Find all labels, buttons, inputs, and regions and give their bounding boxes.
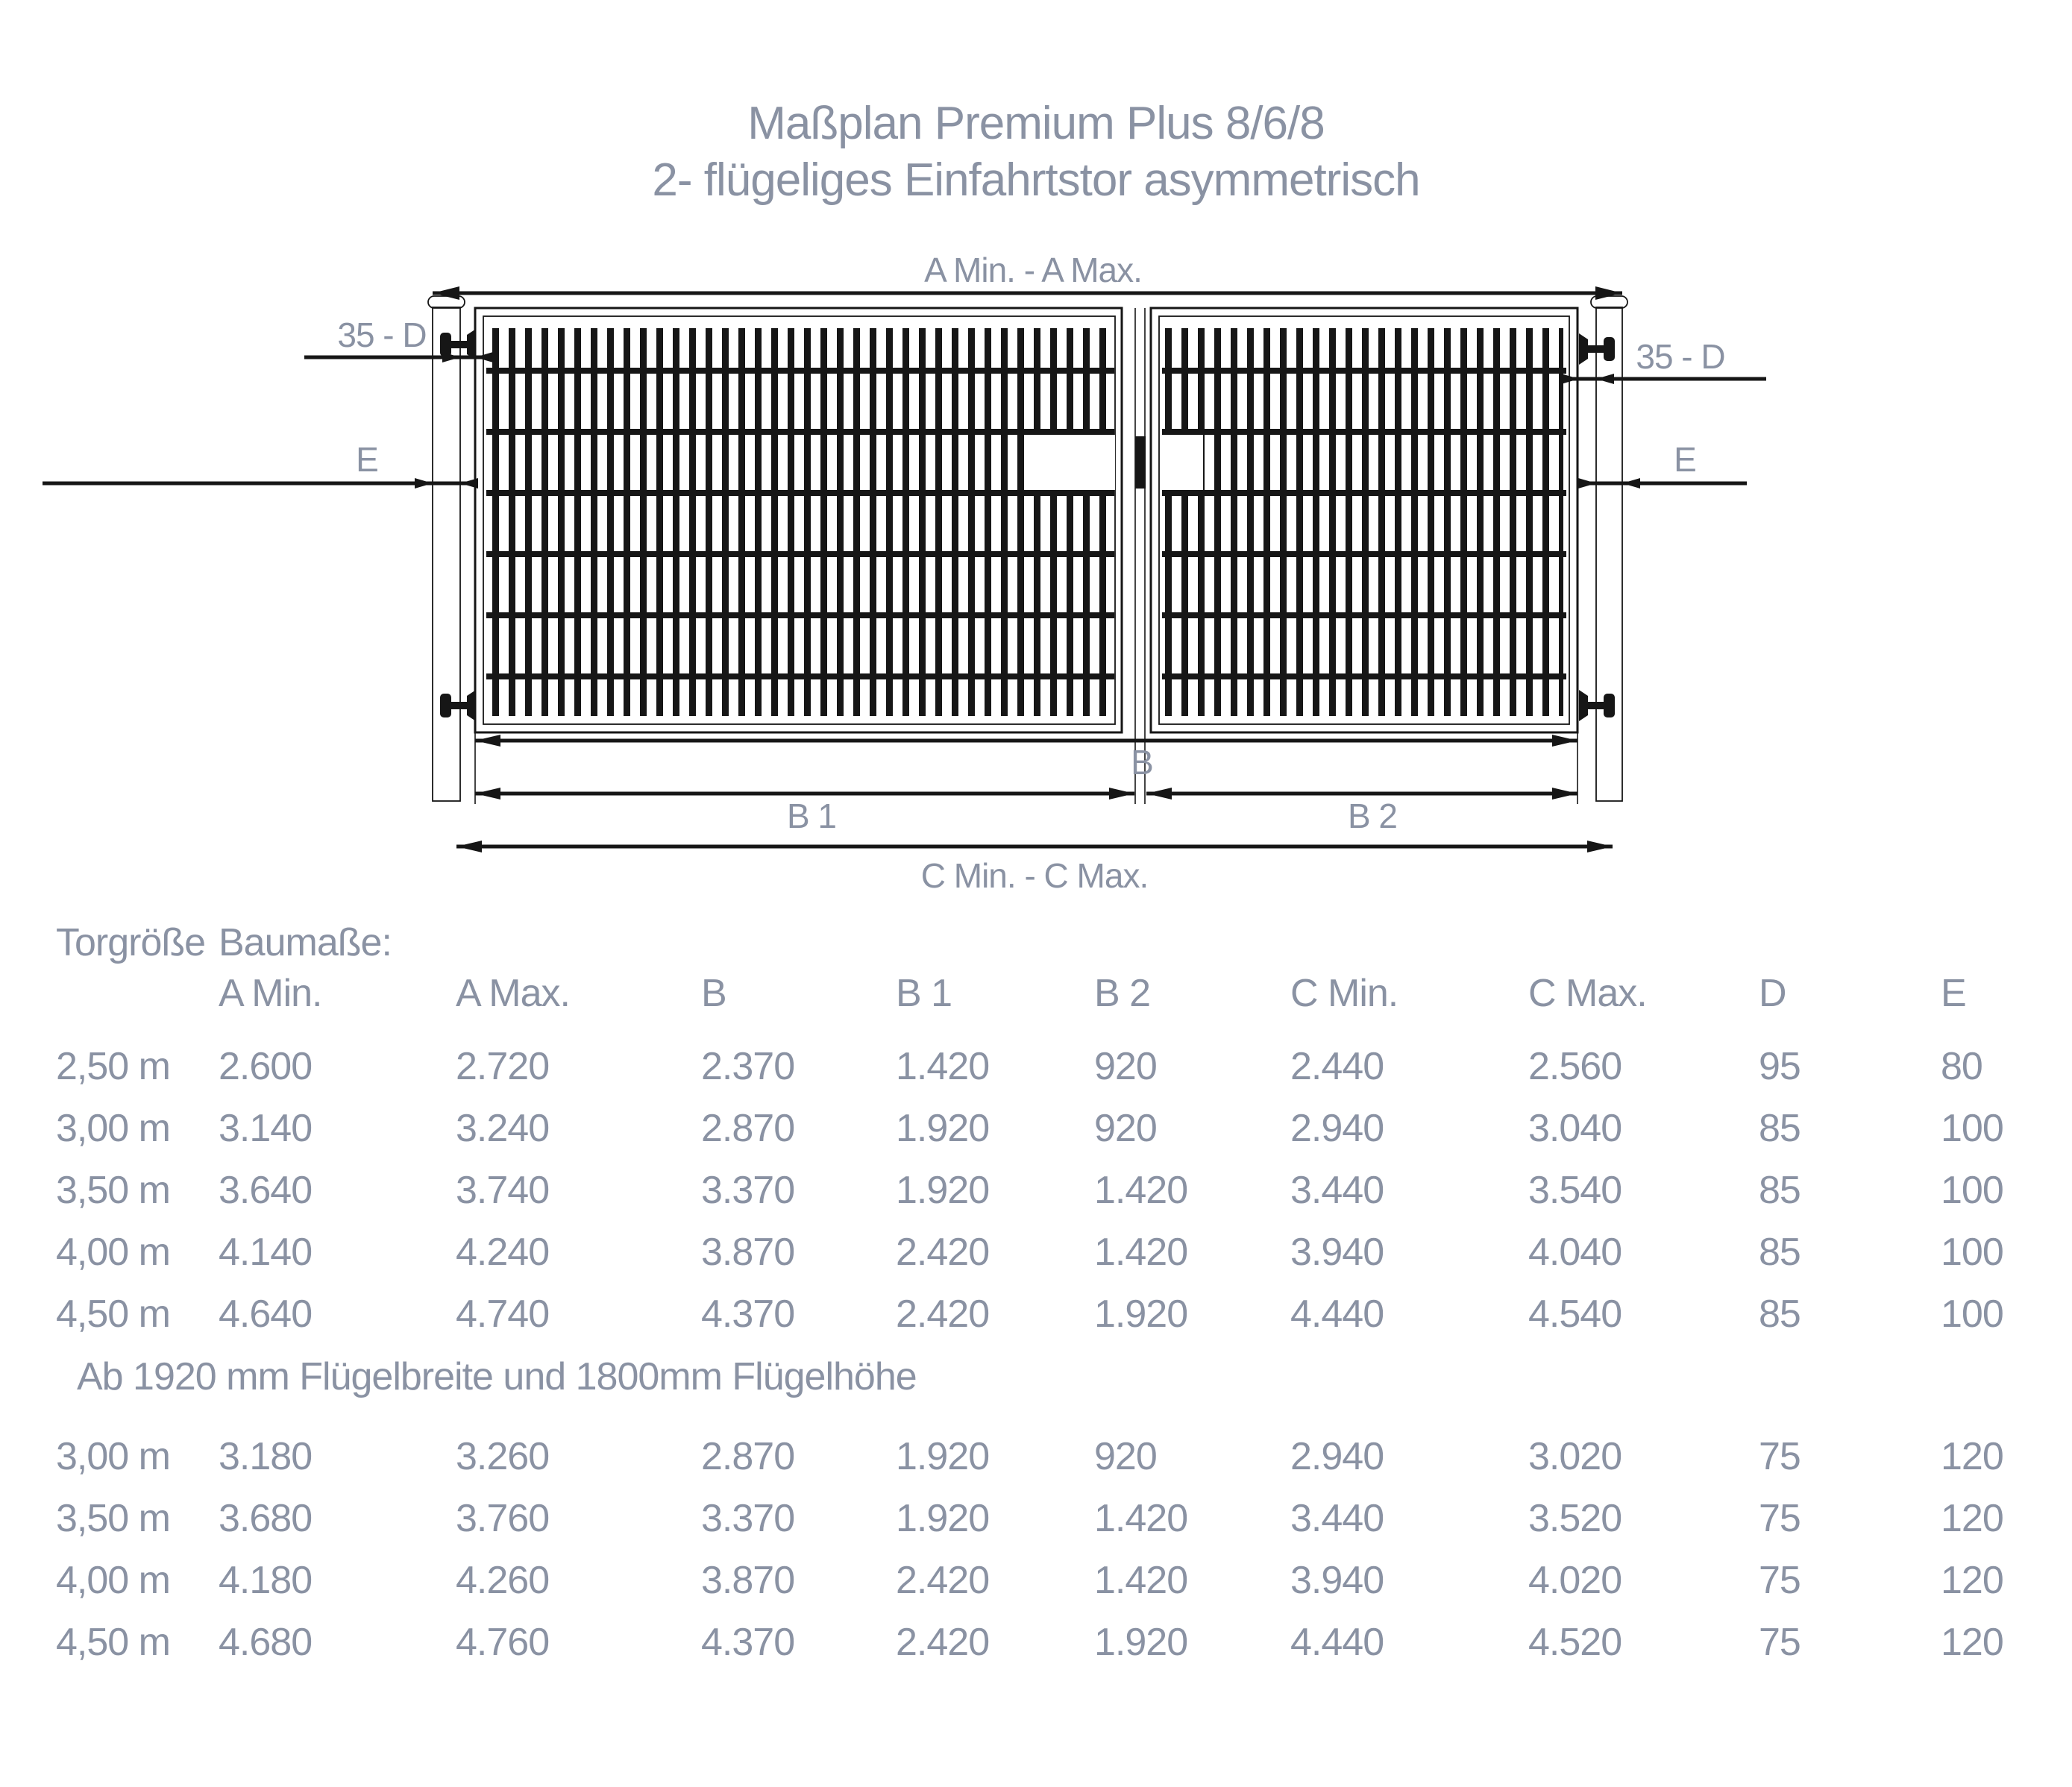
value-d-cell: 85 [1759, 1230, 1801, 1274]
table-row [56, 1549, 2072, 1611]
value-e-cell: 120 [1941, 1434, 2003, 1478]
value-b-cell: 2.370 [701, 1044, 795, 1088]
dim-label-d-left: 35 - D [337, 315, 427, 354]
value-c-max-cell: 4.040 [1528, 1230, 1622, 1274]
value-b2-cell: 1.420 [1094, 1168, 1188, 1212]
value-b-cell: 4.370 [701, 1620, 795, 1664]
value-a-max-cell: 4.260 [456, 1558, 550, 1602]
value-a-min-cell: 4.180 [219, 1558, 313, 1602]
arrow-b2-left-icon [1146, 788, 1172, 800]
value-d-cell: 75 [1759, 1434, 1801, 1478]
table-row [56, 1097, 2072, 1159]
gate-size-cell: 4,00 m [56, 1558, 170, 1602]
dim-label-a: A Min. - A Max. [924, 251, 1142, 289]
arrow-d-right-b-icon [1596, 374, 1614, 384]
dim-label-d-right: 35 - D [1636, 337, 1725, 376]
gate-diagram-svg [0, 246, 2072, 902]
gate-size-cell: 3,00 m [56, 1106, 170, 1150]
right-wing-bars [1165, 328, 1563, 716]
arrow-c-right-icon [1587, 841, 1613, 852]
column-header-b1: B 1 [896, 972, 952, 1015]
left-wing-lock-gap [1031, 435, 1115, 490]
column-header-d: D [1759, 972, 1786, 1015]
gate-size-cell: 4,00 m [56, 1230, 170, 1274]
value-a-max-cell: 3.740 [456, 1168, 550, 1212]
arrow-a-left-icon [433, 286, 459, 300]
arrow-b-left-icon [475, 735, 500, 747]
arrow-e-left-a-icon [415, 478, 433, 489]
arrow-b2-right-icon [1552, 788, 1577, 800]
arrow-b-right-icon [1552, 735, 1577, 747]
value-c-min-cell: 2.940 [1290, 1434, 1384, 1478]
value-c-max-cell: 2.560 [1528, 1044, 1622, 1088]
value-e-cell: 100 [1941, 1106, 2003, 1150]
value-e-cell: 80 [1941, 1044, 1982, 1088]
arrow-e-right-a-icon [1578, 478, 1596, 489]
value-b-cell: 3.370 [701, 1496, 795, 1540]
value-c-min-cell: 3.940 [1290, 1558, 1384, 1602]
value-d-cell: 75 [1759, 1558, 1801, 1602]
dim-label-c: C Min. - C Max. [920, 856, 1149, 895]
value-e-cell: 120 [1941, 1558, 2003, 1602]
value-d-cell: 85 [1759, 1106, 1801, 1150]
value-c-min-cell: 3.940 [1290, 1230, 1384, 1274]
arrow-b1-left-icon [475, 788, 500, 800]
value-b2-cell: 920 [1094, 1044, 1157, 1088]
value-b-cell: 3.870 [701, 1230, 795, 1274]
value-a-max-cell: 4.240 [456, 1230, 550, 1274]
arrow-a-right-icon [1595, 286, 1622, 300]
hinge-top-right-icon [1579, 333, 1615, 365]
value-a-min-cell: 4.140 [219, 1230, 313, 1274]
value-c-max-cell: 3.520 [1528, 1496, 1622, 1540]
value-a-max-cell: 3.240 [456, 1106, 550, 1150]
title-line-1: Maßplan Premium Plus 8/6/8 [747, 98, 1325, 149]
column-header-b2: B 2 [1094, 972, 1151, 1015]
value-b1-cell: 2.420 [896, 1292, 990, 1336]
arrow-d-left-a-icon [442, 352, 460, 362]
column-header-a-max: A Max. [456, 972, 570, 1015]
value-d-cell: 85 [1759, 1292, 1801, 1336]
table-row [56, 1283, 2072, 1345]
value-a-max-cell: 3.260 [456, 1434, 550, 1478]
value-b-cell: 4.370 [701, 1292, 795, 1336]
arrow-b1-right-icon [1109, 788, 1134, 800]
value-d-cell: 85 [1759, 1168, 1801, 1212]
gate-drawing [0, 246, 2072, 902]
value-c-min-cell: 2.440 [1290, 1044, 1384, 1088]
table-row [56, 1425, 2072, 1487]
page-title [0, 95, 2072, 209]
gate-size-cell: 4,50 m [56, 1620, 170, 1664]
value-e-cell: 100 [1941, 1230, 2003, 1274]
table-row [56, 1035, 2072, 1097]
size-table-body [56, 1035, 2072, 1673]
value-c-max-cell: 3.040 [1528, 1106, 1622, 1150]
column-header-a-min: A Min. [219, 972, 322, 1015]
value-c-max-cell: 4.540 [1528, 1292, 1622, 1336]
column-header-c-max: C Max. [1528, 972, 1647, 1015]
value-e-cell: 120 [1941, 1620, 2003, 1664]
table-section-note: Ab 1920 mm Flügelbreite und 1800mm Flügelhöhe [77, 1355, 917, 1398]
value-a-max-cell: 3.760 [456, 1496, 550, 1540]
value-b-cell: 2.870 [701, 1434, 795, 1478]
value-b2-cell: 920 [1094, 1434, 1157, 1478]
value-b2-cell: 1.420 [1094, 1496, 1188, 1540]
gate-size-cell: 3,00 m [56, 1434, 170, 1478]
value-c-max-cell: 4.520 [1528, 1620, 1622, 1664]
value-b1-cell: 1.920 [896, 1168, 990, 1212]
value-b-cell: 2.870 [701, 1106, 795, 1150]
value-d-cell: 75 [1759, 1496, 1801, 1540]
table-group-header [56, 920, 2072, 964]
value-b1-cell: 2.420 [896, 1558, 990, 1602]
value-a-min-cell: 3.180 [219, 1434, 313, 1478]
value-a-max-cell: 2.720 [456, 1044, 550, 1088]
torgroesse-header: Torgröße [56, 921, 206, 964]
gate-size-cell: 4,50 m [56, 1292, 170, 1336]
right-wing-lock-gap [1165, 435, 1203, 490]
value-a-min-cell: 3.680 [219, 1496, 313, 1540]
value-a-min-cell: 3.640 [219, 1168, 313, 1212]
value-a-min-cell: 3.140 [219, 1106, 313, 1150]
table-row [56, 1159, 2072, 1221]
gate-latch [1135, 436, 1146, 489]
gate-size-cell: 2,50 m [56, 1044, 170, 1088]
dim-label-e-right: E [1674, 440, 1696, 479]
value-d-cell: 75 [1759, 1620, 1801, 1664]
column-header-e: E [1941, 972, 1966, 1015]
value-b1-cell: 1.920 [896, 1434, 990, 1478]
table-row [56, 1487, 2072, 1549]
value-c-min-cell: 3.440 [1290, 1168, 1384, 1212]
value-d-cell: 95 [1759, 1044, 1801, 1088]
column-header-c-min: C Min. [1290, 972, 1398, 1015]
arrow-c-left-icon [456, 841, 482, 852]
dim-label-b2: B 2 [1347, 797, 1398, 835]
hinge-bottom-left-icon [440, 690, 476, 721]
gate-size-cell: 3,50 m [56, 1496, 170, 1540]
value-b1-cell: 1.920 [896, 1496, 990, 1540]
left-post [433, 307, 460, 801]
value-b1-cell: 2.420 [896, 1620, 990, 1664]
value-c-min-cell: 2.940 [1290, 1106, 1384, 1150]
table-column-headers [56, 971, 2072, 1015]
value-c-max-cell: 3.020 [1528, 1434, 1622, 1478]
arrow-e-right-b-icon [1622, 478, 1640, 489]
value-a-min-cell: 4.640 [219, 1292, 313, 1336]
value-c-max-cell: 3.540 [1528, 1168, 1622, 1212]
value-e-cell: 100 [1941, 1292, 2003, 1336]
value-b2-cell: 920 [1094, 1106, 1157, 1150]
value-c-max-cell: 4.020 [1528, 1558, 1622, 1602]
left-wing-bars [492, 328, 1114, 716]
value-b2-cell: 1.920 [1094, 1292, 1188, 1336]
value-b1-cell: 2.420 [896, 1230, 990, 1274]
gate-size-cell: 3,50 m [56, 1168, 170, 1212]
value-a-min-cell: 4.680 [219, 1620, 313, 1664]
table-row [56, 1221, 2072, 1283]
value-a-max-cell: 4.760 [456, 1620, 550, 1664]
value-e-cell: 100 [1941, 1168, 2003, 1212]
value-a-min-cell: 2.600 [219, 1044, 313, 1088]
value-b2-cell: 1.420 [1094, 1558, 1188, 1602]
dim-label-b1: B 1 [786, 797, 837, 835]
dim-label-e-left: E [356, 440, 378, 479]
column-header-b: B [701, 972, 726, 1015]
value-b1-cell: 1.420 [896, 1044, 990, 1088]
dim-label-b: B [1131, 743, 1153, 782]
value-b-cell: 3.370 [701, 1168, 795, 1212]
value-b2-cell: 1.420 [1094, 1230, 1188, 1274]
hinge-bottom-right-icon [1579, 690, 1615, 721]
value-b-cell: 3.870 [701, 1558, 795, 1602]
title-line-2: 2- flügeliges Einfahrtstor asymmetrisch [652, 154, 1420, 206]
table-row [56, 1611, 2072, 1673]
value-b2-cell: 1.920 [1094, 1620, 1188, 1664]
arrow-e-left-b-icon [460, 478, 478, 489]
value-c-min-cell: 4.440 [1290, 1620, 1384, 1664]
value-c-min-cell: 4.440 [1290, 1292, 1384, 1336]
baumasse-header: Baumaße: [219, 921, 392, 964]
dimension-table [0, 920, 2072, 1673]
value-c-min-cell: 3.440 [1290, 1496, 1384, 1540]
value-a-max-cell: 4.740 [456, 1292, 550, 1336]
value-b1-cell: 1.920 [896, 1106, 990, 1150]
value-e-cell: 120 [1941, 1496, 2003, 1540]
